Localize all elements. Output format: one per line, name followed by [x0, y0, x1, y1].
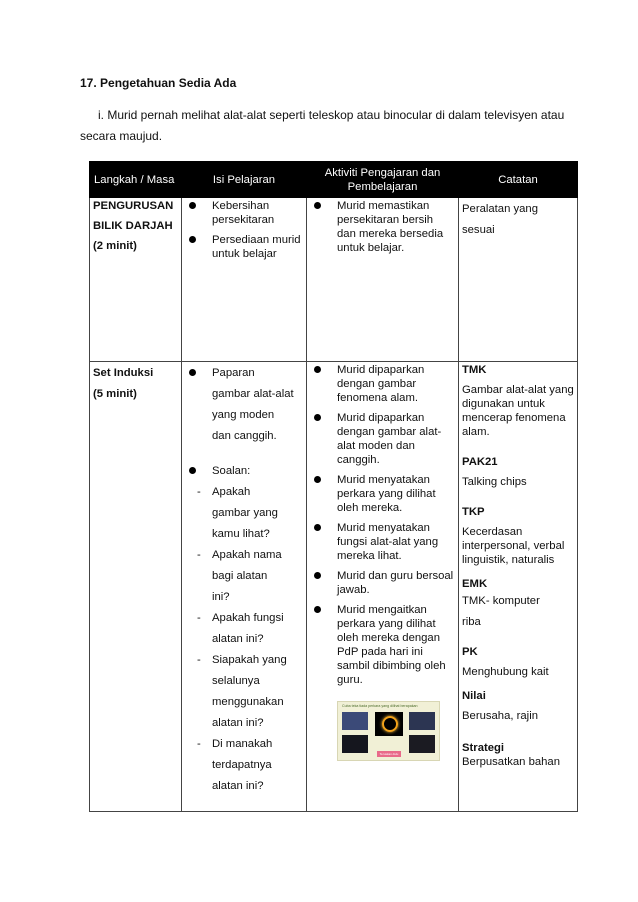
langkah-line-2: BILIK DARJAH	[93, 220, 173, 232]
catatan-title: EMK	[462, 578, 488, 590]
list-item: Murid memastikan persekitaran bersih dan mereka bersedia untuk belajar.	[310, 199, 455, 255]
catatan-title: PAK21	[462, 456, 498, 468]
thumbnail-photo	[409, 735, 435, 753]
eclipse-icon	[382, 716, 398, 732]
langkah: Set Induksi	[93, 367, 154, 379]
header-isi: Isi Pelajaran	[182, 162, 307, 198]
thumbnail-button: Teruskan dulu	[377, 751, 401, 757]
catatan-title: Strategi	[462, 742, 505, 754]
catatan-text: Talking chips	[462, 476, 527, 488]
masa: (5 minit)	[93, 388, 137, 400]
list-item: Persediaan murid untuk belajar	[185, 233, 303, 261]
cell-langkah	[90, 198, 182, 362]
list-item: Murid dan guru bersoal jawab.	[310, 569, 455, 597]
langkah-line-1: PENGURUSAN	[93, 200, 174, 212]
catatan-title: TKP	[462, 506, 485, 518]
cell-isi	[182, 198, 307, 362]
section-heading: 17. Pengetahuan Sedia Ada	[80, 76, 237, 90]
catatan-text: Berusaha, rajin	[462, 710, 538, 722]
header-catatan: Catatan	[459, 162, 578, 198]
catatan-text: Kecerdasan interpersonal, verbal linguistik, naturalis	[462, 526, 565, 566]
list-item: Murid mengaitkan perkara yang dilihat oleh mereka dengan PdP pada hari ini sambil dibimbing oleh guru.	[310, 603, 455, 687]
phenomena-slide-thumbnail	[337, 701, 440, 761]
catatan-text: Berpusatkan bahan	[462, 756, 560, 768]
cell-catatan	[459, 198, 578, 362]
cell-aktiviti	[307, 362, 459, 812]
intro-paragraph	[80, 105, 570, 147]
list-item: Kebersihan persekitaran	[185, 199, 303, 227]
question-item: - Siapakah yang selalunya menggunakan alatan ini?	[185, 650, 292, 734]
list-item: Paparan gambar alat-alat yang moden dan canggih.	[185, 363, 294, 447]
table-row	[90, 362, 578, 812]
catatan-title: PK	[462, 646, 478, 658]
cell-aktiviti	[307, 198, 459, 362]
cell-isi	[182, 362, 307, 812]
cell-langkah	[90, 362, 182, 812]
catatan-text: Peralatan yang sesuai	[462, 203, 538, 236]
intro-line-1: i. Murid pernah melihat alat-alat seperti teleskop atau binocular di dalam televisyen atau	[98, 108, 565, 122]
cell-catatan	[459, 362, 578, 812]
lesson-table	[89, 161, 578, 812]
thumbnail-photo	[342, 712, 368, 730]
list-item: Soalan:	[185, 461, 303, 482]
header-aktiviti: Aktiviti Pengajaran dan Pembelajaran	[307, 162, 459, 198]
catatan-title: Nilai	[462, 690, 486, 702]
table-row	[90, 198, 578, 362]
table-header-row	[90, 162, 578, 198]
list-item: Murid menyatakan fungsi alat-alat yang mereka lihat.	[310, 521, 455, 563]
question-item: - Apakah gambar yang kamu lihat?	[185, 482, 282, 545]
thumbnail-photo	[342, 735, 368, 753]
question-item: - Di manakah terdapatnya alatan ini?	[185, 734, 282, 797]
thumbnail-caption: Cuba teka tiada perkara yang dilihat berapakan	[342, 704, 418, 708]
masa: (2 minit)	[93, 240, 137, 252]
question-item: - Apakah fungsi alatan ini?	[185, 608, 292, 650]
catatan-text: Menghubung kait	[462, 666, 549, 678]
question-item: - Apakah nama bagi alatan ini?	[185, 545, 287, 608]
catatan-text: Gambar alat-alat yang digunakan untuk mencerap fenomena alam.	[462, 384, 574, 438]
list-item: Murid menyatakan perkara yang dilihat oleh mereka.	[310, 473, 455, 515]
thumbnail-photo	[409, 712, 435, 730]
list-item: Murid dipaparkan dengan gambar fenomena alam.	[310, 363, 455, 405]
catatan-title: TMK	[462, 364, 487, 376]
list-item: Murid dipaparkan dengan gambar alat-alat moden dan canggih.	[310, 411, 455, 467]
header-langkah: Langkah / Masa	[90, 162, 182, 198]
intro-line-2: secara maujud.	[80, 129, 163, 143]
catatan-text: TMK- komputer riba	[462, 595, 540, 628]
